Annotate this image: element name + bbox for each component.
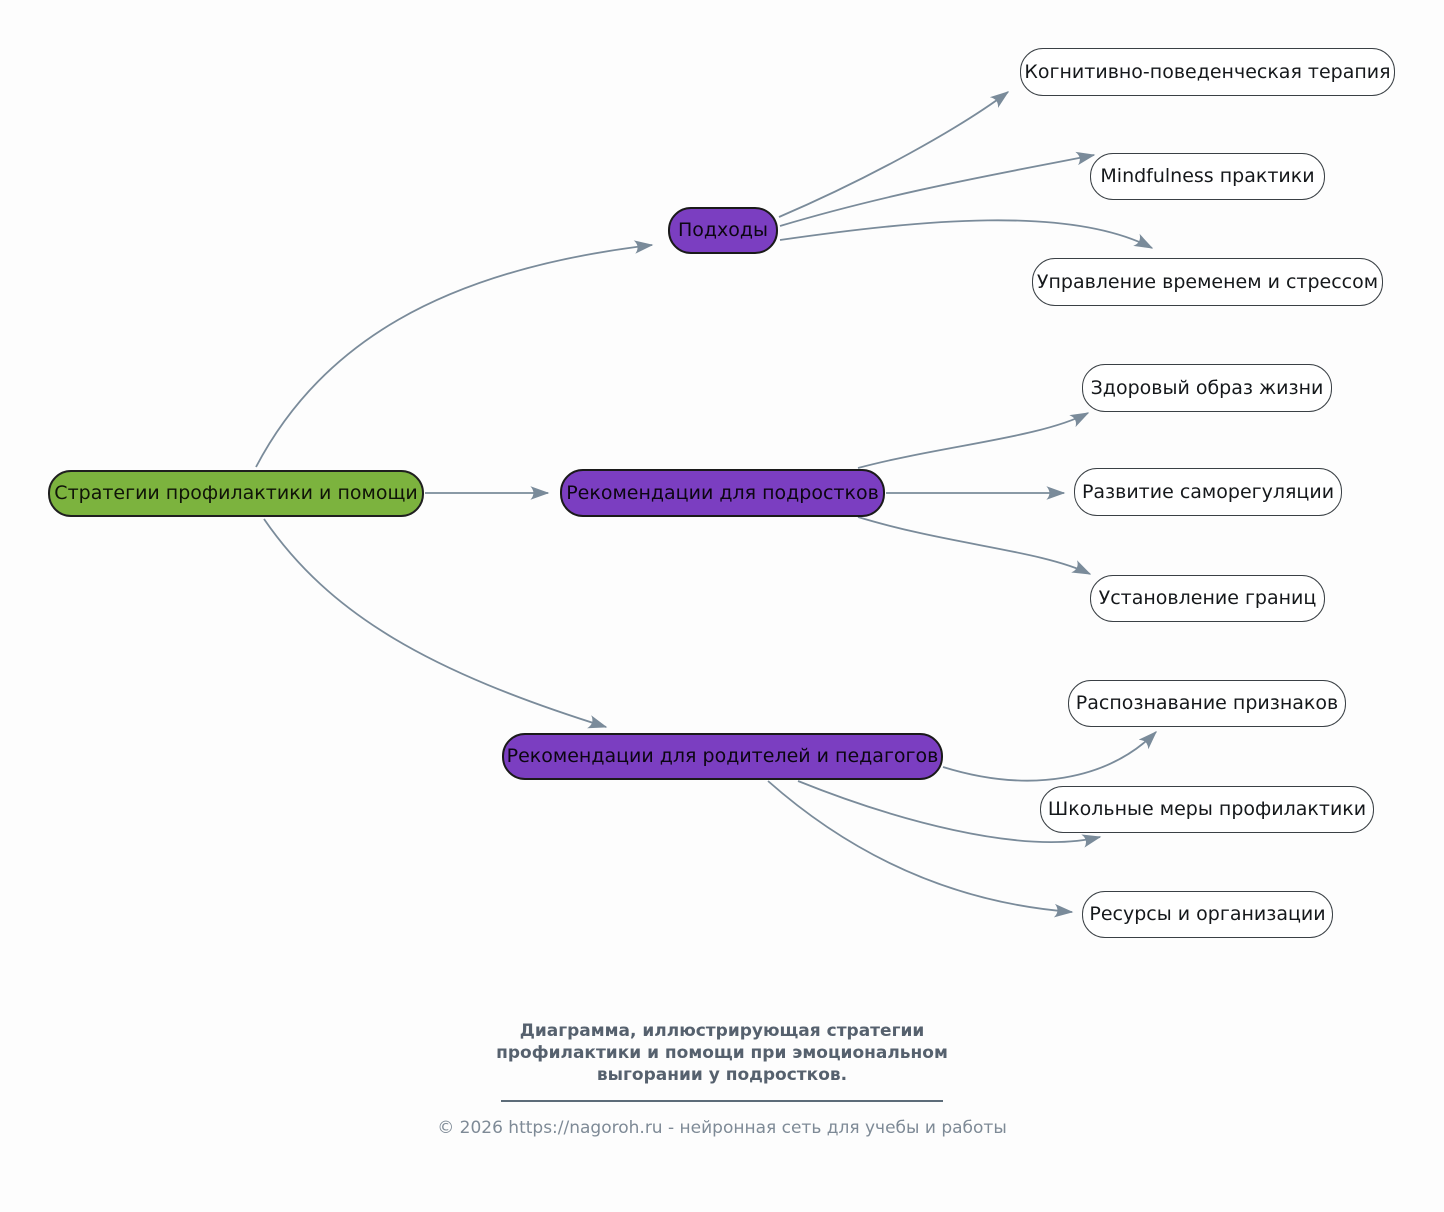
node-resources: Ресурсы и организации <box>1082 891 1333 938</box>
edge-approaches-mindfulness <box>780 155 1094 226</box>
node-root: Стратегии профилактики и помощи <box>48 470 424 517</box>
edge-teens-boundaries <box>858 517 1090 574</box>
node-mindfulness: Mindfulness практики <box>1090 153 1325 200</box>
node-time-stress: Управление временем и стрессом <box>1032 258 1383 306</box>
edge-parents-resources <box>768 781 1072 912</box>
caption-divider <box>501 1100 943 1102</box>
edge-teens-healthy <box>858 413 1088 468</box>
caption-line-1: Диаграмма, иллюстрирующая стратегии <box>519 1021 925 1041</box>
caption-line-2: профилактики и помощи при эмоциональном <box>496 1043 948 1063</box>
node-parents: Рекомендации для родителей и педагогов <box>502 733 943 780</box>
node-school: Школьные меры профилактики <box>1040 786 1374 833</box>
node-healthy: Здоровый образ жизни <box>1082 364 1332 412</box>
node-teens: Рекомендации для подростков <box>560 469 885 517</box>
edge-root-approaches <box>256 245 652 467</box>
copyright-text: © 2026 https://nagoroh.ru - нейронная сеть для учебы и работы <box>437 1118 1007 1138</box>
node-boundaries: Установление границ <box>1090 575 1325 622</box>
node-selfreg: Развитие саморегуляции <box>1074 468 1342 516</box>
edge-approaches-time <box>780 220 1152 248</box>
edge-approaches-cbt <box>779 92 1008 217</box>
caption-line-3: выгорании у подростков. <box>596 1065 848 1085</box>
edge-root-parents <box>264 519 606 727</box>
diagram-footer <box>0 1020 1444 1138</box>
node-approaches: Подходы <box>668 207 778 254</box>
edge-parents-signs <box>943 732 1156 781</box>
node-signs: Распознавание признаков <box>1068 680 1346 727</box>
node-cbt: Когнитивно-поведенческая терапия <box>1020 48 1395 96</box>
